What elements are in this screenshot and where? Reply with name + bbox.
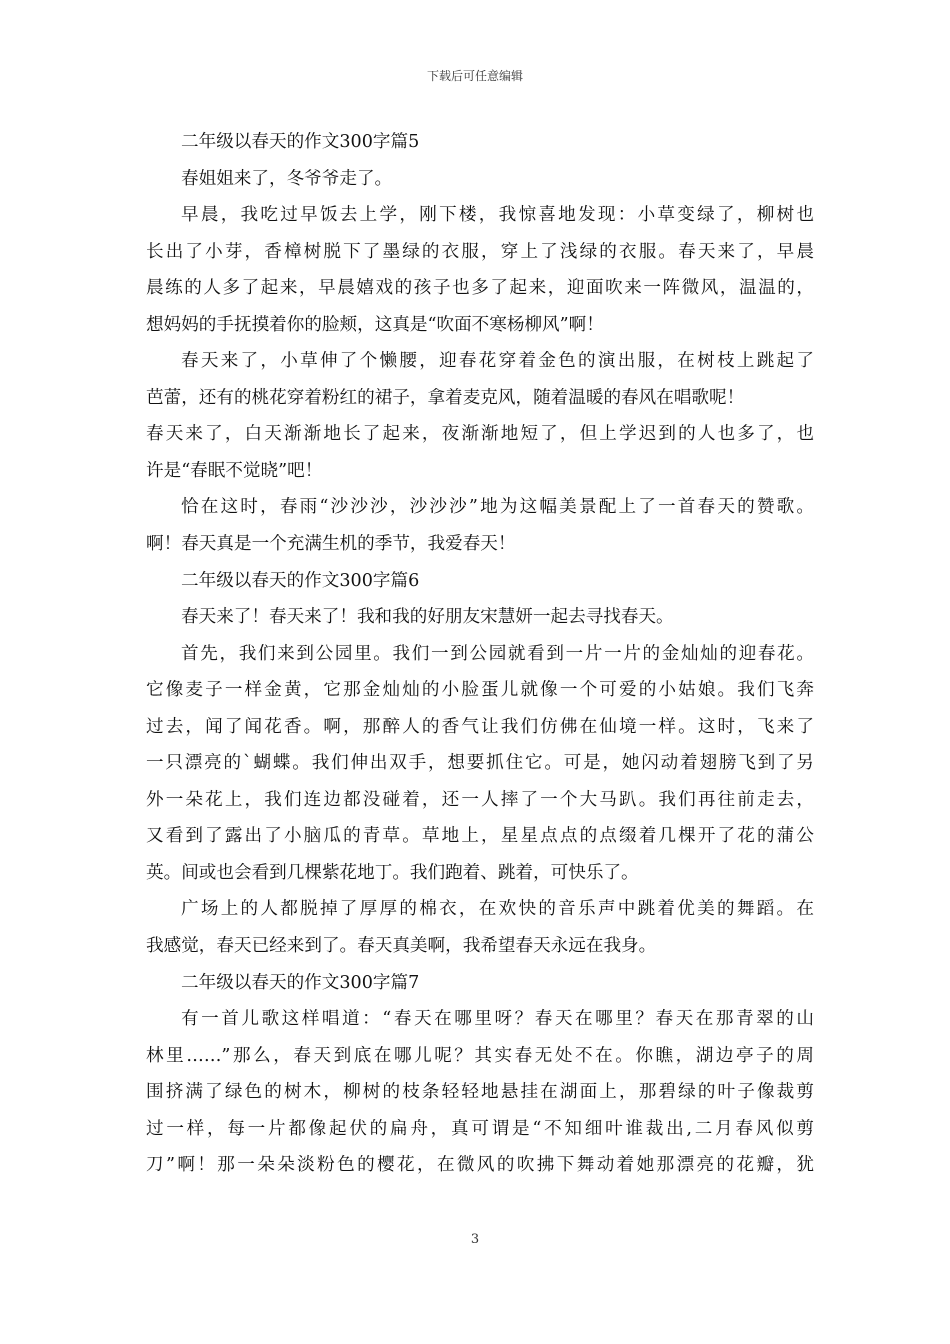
text-line: 许是“春眠不觉晓”吧！ bbox=[146, 460, 323, 481]
text-line: 啊！春天真是一个充满生机的季节，我爱春天！ bbox=[146, 534, 516, 555]
text-line: 广场上的人都脱掉了厚厚的棉衣，在欢快的音乐声中跳着优美的舞蹈。在 bbox=[181, 899, 814, 920]
text-line: 春天来了，白天渐渐地长了起来，夜渐渐地短了，但上学迟到的人也多了，也 bbox=[146, 424, 814, 445]
text-line: 春姐姐来了，冬爷爷走了。 bbox=[181, 168, 393, 189]
text-line: 过去，闻了闻花香。啊，那醉人的香气让我们仿佛在仙境一样。这时，飞来了 bbox=[146, 716, 814, 737]
text-line: 长出了小芽，香樟树脱下了墨绿的衣服，穿上了浅绿的衣服。春天来了，早晨 bbox=[146, 241, 814, 262]
text-line: 想妈妈的手抚摸着你的脸颊，这真是“吹面不寒杨柳风”啊！ bbox=[146, 314, 604, 335]
page-number: 3 bbox=[470, 1232, 480, 1247]
page-header: 下载后可任意编辑 bbox=[426, 69, 523, 83]
text-line: 二年级以春天的作文300字篇5 bbox=[181, 132, 420, 152]
text-line: 它像麦子一样金黄，它那金灿灿的小脸蛋儿就像一个可爱的小姑娘。我们飞奔 bbox=[146, 680, 814, 701]
text-line: 有一首儿歌这样唱道：“春天在哪里呀？春天在哪里？春天在那青翠的山 bbox=[181, 1009, 814, 1030]
text-line: 恰在这时，春雨“沙沙沙，沙沙沙”地为这幅美景配上了一首春天的赞歌。 bbox=[181, 497, 814, 518]
text-line: 围挤满了绿色的树木，柳树的枝条轻轻地悬挂在湖面上，那碧绿的叶子像裁剪 bbox=[146, 1082, 814, 1103]
text-line: 我感觉，春天已经来到了。春天真美啊，我希望春天永远在我身。 bbox=[146, 936, 657, 957]
text-line: 刀”啊！那一朵朵淡粉色的樱花，在微风的吹拂下舞动着她那漂亮的花瓣，犹 bbox=[146, 1155, 814, 1176]
text-line: 春天来了！春天来了！我和我的好朋友宋慧妍一起去寻找春天。 bbox=[181, 607, 674, 628]
text-line: 一只漂亮的`蝴蝶。我们伸出双手，想要抓住它。可是，她闪动着翅膀飞到了另 bbox=[146, 753, 814, 774]
text-line: 英。间或也会看到几棵紫花地丁。我们跑着、跳着，可快乐了。 bbox=[146, 862, 639, 883]
text-line: 首先，我们来到公园里。我们一到公园就看到一片一片的金灿灿的迎春花。 bbox=[181, 643, 814, 664]
text-line: 二年级以春天的作文300字篇6 bbox=[181, 570, 420, 591]
text-line: 二年级以春天的作文300字篇7 bbox=[181, 972, 420, 993]
text-line: 春天来了，小草伸了个懒腰，迎春花穿着金色的演出服，在树枝上跳起了 bbox=[181, 351, 814, 372]
text-line: 外一朵花上，我们连边都没碰着，还一人摔了一个大马趴。我们再往前走去， bbox=[146, 789, 814, 810]
text-line: 又看到了露出了小脑瓜的青草。草地上，星星点点的点缀着几棵开了花的蒲公 bbox=[146, 826, 814, 847]
text-line: 早晨，我吃过早饭去上学，刚下楼，我惊喜地发现：小草变绿了，柳树也 bbox=[181, 205, 814, 226]
document-body bbox=[146, 124, 814, 1184]
text-line: 晨练的人多了起来，早晨嬉戏的孩子也多了起来，迎面吹来一阵微风，温温的， bbox=[146, 278, 814, 299]
text-line: 林里……”那么，春天到底在哪儿呢？其实春无处不在。你瞧，湖边亭子的周 bbox=[146, 1045, 814, 1066]
text-line: 芭蕾，还有的桃花穿着粉红的裙子，拿着麦克风，随着温暖的春风在唱歌呢！ bbox=[146, 387, 745, 408]
text-line: 过一样，每一片都像起伏的扁舟，真可谓是“不知细叶谁裁出,二月春风似剪 bbox=[146, 1118, 814, 1139]
